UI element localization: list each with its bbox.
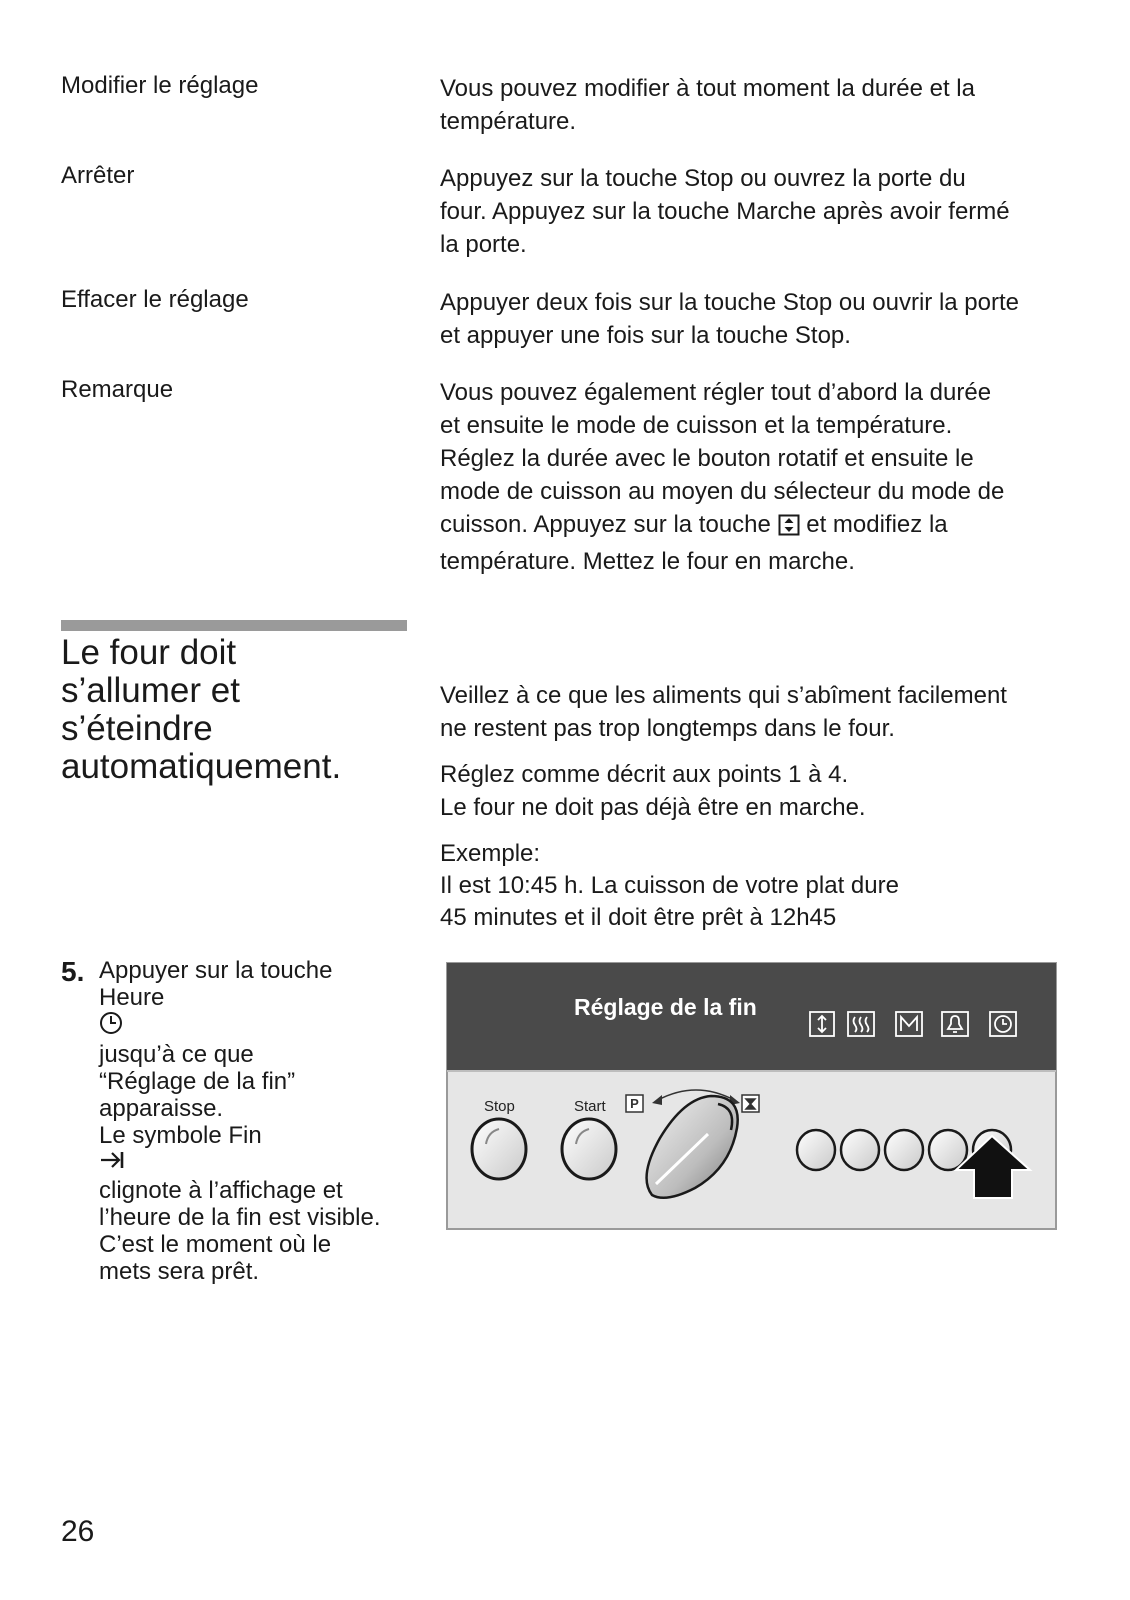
step-line: Appuyer sur la touche: [99, 957, 333, 984]
step-line-with-icon: [99, 984, 414, 1068]
step-number: 5.: [61, 956, 85, 987]
desc-arreter: [440, 162, 1080, 261]
stop-label: Stop: [484, 1098, 515, 1115]
temperature-updown-icon: [778, 512, 800, 545]
desc-line: Appuyez sur la touche Stop ou ouvrez la porte du: [440, 165, 966, 192]
desc-line: Vous pouvez également régler tout d’abord la durée: [440, 379, 992, 406]
desc-line: Il est 10:45 h. La cuisson de votre plat dure: [440, 872, 899, 899]
desc-line: Le four ne doit pas déjà être en marche.: [440, 794, 866, 821]
desc-line: four. Appuyez sur la touche Marche après avoir fermé: [440, 198, 1010, 225]
end-arrow-icon: [99, 1149, 414, 1177]
desc-remarque: [440, 376, 1080, 578]
p-label: P: [630, 1096, 639, 1111]
desc-line-with-icon: [440, 508, 1080, 545]
step-text: [99, 957, 414, 1285]
step-line-with-icon: [99, 1122, 414, 1177]
page-number: 26: [61, 1515, 95, 1548]
desc-line: 45 minutes et il doit être prêt à 12h45: [440, 904, 837, 931]
section-rule: [61, 620, 407, 631]
desc-line: et appuyer une fois sur la touche Stop.: [440, 322, 851, 349]
step-line: apparaisse.: [99, 1095, 224, 1122]
desc-modifier: [440, 72, 1080, 138]
term-effacer: Effacer le réglage: [61, 286, 249, 313]
desc-effacer: [440, 286, 1080, 352]
term-modifier: Modifier le réglage: [61, 72, 259, 99]
function-button: [885, 1130, 923, 1170]
desc-fragment: et modifiez la: [806, 511, 948, 538]
desc-line: Veillez à ce que les aliments qui s’abîment facilement: [440, 682, 1007, 709]
desc-line: Réglez la durée avec le bouton rotatif et ensuite le: [440, 445, 974, 472]
desc-line: Exemple:: [440, 840, 541, 867]
step-fragment: jusqu’à ce que: [99, 1041, 254, 1068]
term-remarque: Remarque: [61, 376, 174, 403]
clock-icon: [99, 1011, 414, 1041]
heading-line: automatiquement.: [61, 747, 342, 786]
desc-line: Appuyer deux fois sur la touche Stop ou ouvrir la porte: [440, 289, 1019, 316]
section-heading: [61, 634, 421, 786]
desc-line: et ensuite le mode de cuisson et la température.: [440, 412, 953, 439]
step-fragment: Heure: [99, 984, 165, 1011]
desc-line: la porte.: [440, 231, 527, 258]
timer-icon: [742, 1095, 759, 1112]
term-arreter: Arrêter: [61, 162, 135, 189]
step-line: clignote à l’affichage et: [99, 1177, 343, 1204]
step-line: “Réglage de la fin”: [99, 1068, 296, 1095]
function-button: [797, 1130, 835, 1170]
desc-line: mode de cuisson au moyen du sélecteur du mode de: [440, 478, 1005, 505]
step-line: mets sera prêt.: [99, 1258, 260, 1285]
start-label: Start: [574, 1098, 606, 1115]
section-para-2: [440, 758, 1080, 824]
start-button: [562, 1119, 616, 1179]
section-para-1: [440, 679, 1080, 745]
desc-line: Vous pouvez modifier à tout moment la durée et la: [440, 75, 975, 102]
step-line: C’est le moment où le: [99, 1231, 332, 1258]
step-line: l’heure de la fin est visible.: [99, 1204, 381, 1231]
heading-line: s’allumer et: [61, 671, 240, 710]
desc-line: température. Mettez le four en marche.: [440, 548, 855, 575]
desc-fragment: cuisson. Appuyez sur la touche: [440, 511, 771, 538]
heading-line: Le four doit: [61, 633, 237, 672]
display-text: Réglage de la fin: [574, 994, 757, 1020]
function-button: [841, 1130, 879, 1170]
desc-line: température.: [440, 108, 577, 135]
desc-line: Réglez comme décrit aux points 1 à 4.: [440, 761, 849, 788]
stop-button: [472, 1119, 526, 1179]
desc-line: ne restent pas trop longtemps dans le four.: [440, 715, 895, 742]
heading-line: s’éteindre: [61, 709, 213, 748]
step-fragment: Le symbole Fin: [99, 1122, 262, 1149]
section-para-3: [440, 838, 1080, 934]
